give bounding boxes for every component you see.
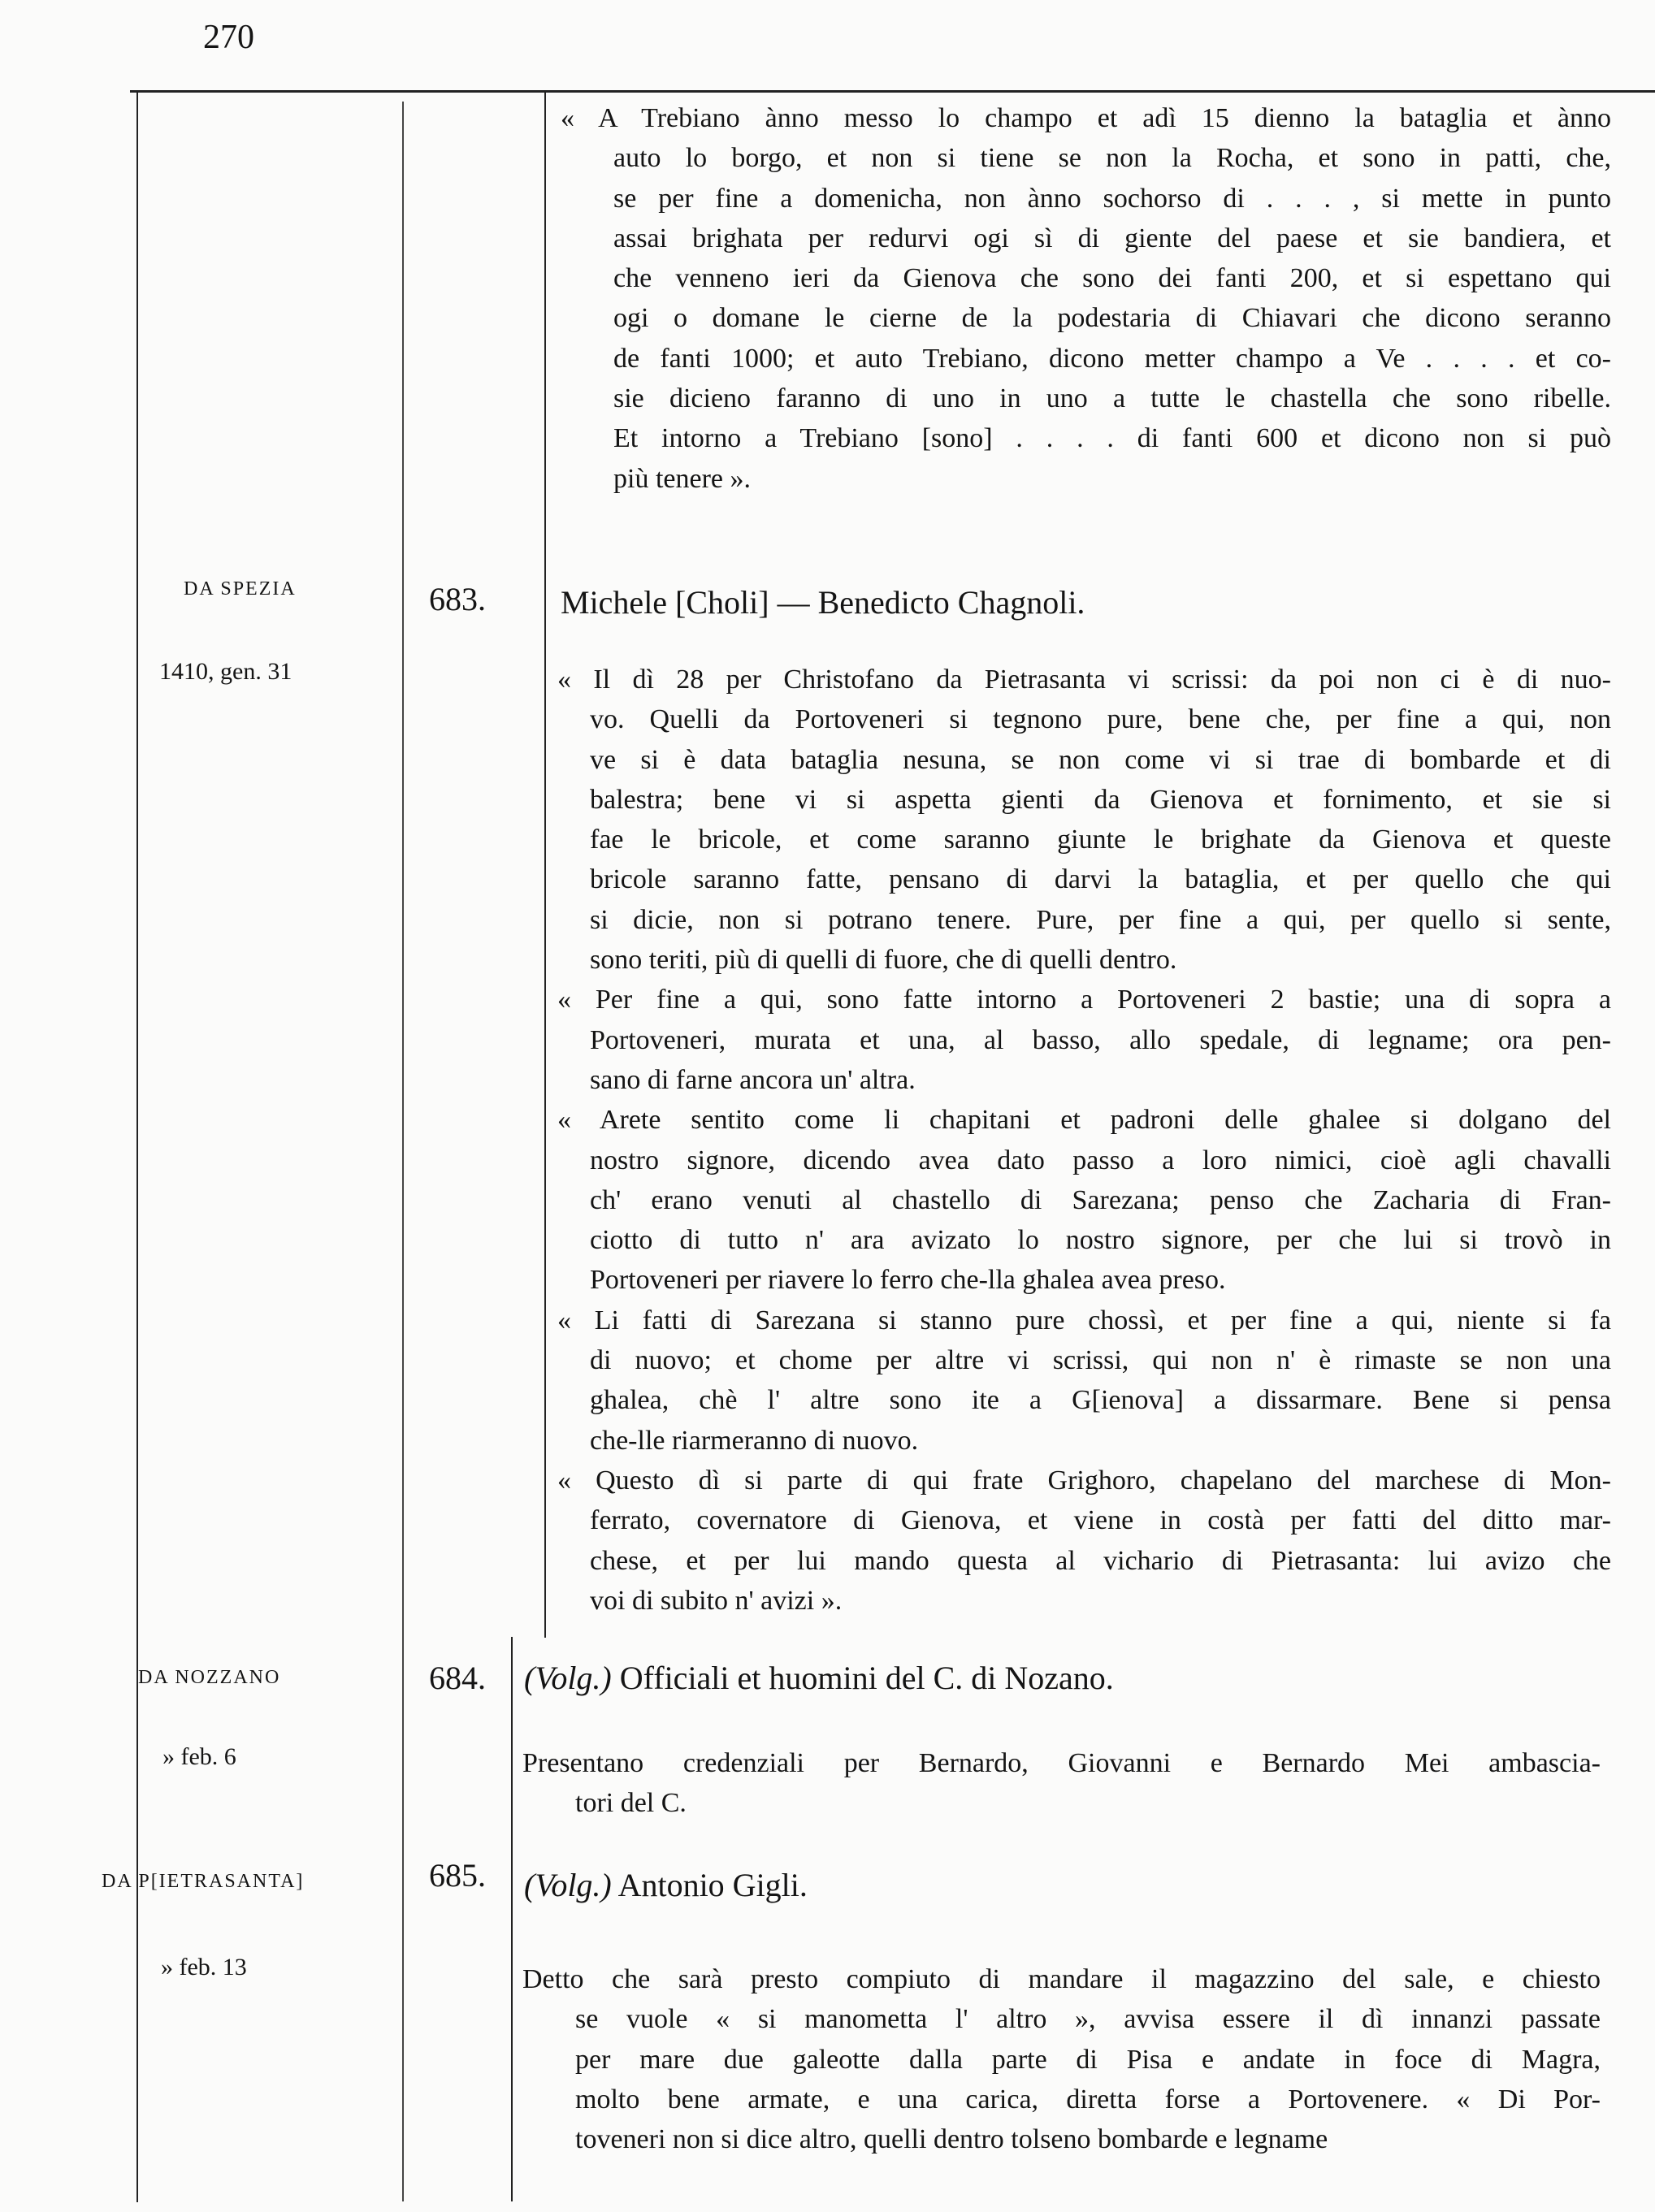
text-line: « Il dì 28 per Christofano da Pietrasanta vi scrissi: da poi non ci è di nuo- — [557, 664, 1611, 695]
text-line: se per fine a domenicha, non ànno sochorso di . . . , si mette in punto — [613, 183, 1611, 214]
text-line: più tenere ». — [613, 463, 751, 494]
text-line: Portoveneri, murata et una, al basso, allo spedale, di legname; ora pen- — [590, 1024, 1611, 1055]
entry-684-number: 684. — [429, 1660, 486, 1696]
text-line: Portoveneri per riavere lo ferro che-lla ghalea avea preso. — [590, 1265, 1226, 1296]
text-line: ve si è data bataglia nesuna, se non come vi si trae di bombarde et di — [590, 744, 1611, 775]
text-line: chese, et per lui mando questa al vichario di Pietrasanta: lui avizo che — [590, 1545, 1611, 1576]
text-line: sie dicieno faranno di uno in uno a tutte le chastella che sono ribelle. — [613, 383, 1611, 414]
entry-685-date: » feb. 13 — [161, 1954, 247, 1980]
entry-683-date: 1410, gen. 31 — [159, 658, 292, 685]
heading-prefix: (Volg.) — [524, 1867, 612, 1903]
text-line: nostro signore, dicendo avea dato passo a loro nimici, cioè agli chavalli — [590, 1145, 1611, 1175]
entry-685-number: 685. — [429, 1857, 486, 1894]
text-line: ciotto di tutto n' ara avizato lo nostro signore, per che lui si trovò in — [590, 1225, 1611, 1256]
text-line: assai brighata per redurvi ogi sì di giente del paese et sie bandiera, et — [613, 223, 1611, 253]
text-line: sano di farne ancora un' altra. — [590, 1064, 916, 1095]
entry-683-number: 683. — [429, 581, 486, 617]
heading-text: Officiali et huomini del C. di Nozano. — [619, 1660, 1114, 1696]
column-rule-right-lower — [511, 1637, 513, 2201]
text-line: ch' erano venuti al chastello di Sarezana; penso che Zacharia di Fran- — [590, 1184, 1611, 1215]
text-line: bricole saranno fatte, pensano di darvi la bataglia, et per quello che qui — [590, 864, 1611, 895]
text-line: Et intorno a Trebiano [sono] . . . . di fanti 600 et dicono non si può — [613, 423, 1611, 454]
column-rule-right — [544, 90, 546, 1638]
top-rule — [130, 90, 1655, 93]
continued-letter-text — [561, 98, 1611, 499]
text-line: « Li fatti di Sarezana si stanno pure chossì, et per fine a qui, niente si fa — [557, 1305, 1611, 1335]
column-rule-middle — [402, 102, 404, 2201]
entry-683-text — [557, 660, 1611, 1621]
text-line: vo. Quelli da Portoveneri si tegnono pure, bene che, per fine a qui, non — [590, 704, 1611, 735]
entry-684-heading — [524, 1659, 1114, 1697]
text-line: tori del C. — [575, 1788, 687, 1819]
text-line: sono teriti, più di quelli di fuore, che di quelli dentro. — [590, 945, 1177, 976]
text-line: toveneri non si dice altro, quelli dentro tolseno bombarde e legname — [575, 2124, 1328, 2155]
entry-683-origin: DA SPEZIA — [184, 578, 297, 600]
page-number: 270 — [203, 19, 254, 56]
text-line: Detto che sarà presto compiuto di mandare il magazzino del sale, e chiesto — [522, 1964, 1601, 1994]
text-line: « Questo dì si parte di qui frate Grighoro, chapelano del marchese di Mon- — [557, 1465, 1611, 1496]
text-line: Presentano credenziali per Bernardo, Giovanni e Bernardo Mei ambascia- — [522, 1748, 1601, 1778]
text-line: auto lo borgo, et non si tiene se non la Rocha, et sono in patti, che, — [613, 143, 1611, 174]
text-line: si dicie, non si potrano tenere. Pure, per fine a qui, per quello si sente, — [590, 904, 1611, 935]
text-line: molto bene armate, e una carica, diretta forse a Portovenere. « Di Por- — [575, 2084, 1601, 2115]
text-line: ogi o domane le cierne de la podestaria di Chiavari che dicono seranno — [613, 303, 1611, 334]
text-line: « A Trebiano ànno messo lo champo et adì 15 dienno la bataglia et ànno — [561, 103, 1611, 133]
text-line: « Per fine a qui, sono fatte intorno a Portoveneri 2 bastie; una di sopra a — [557, 985, 1611, 1015]
entry-685-heading — [524, 1866, 808, 1904]
text-line: ghalea, chè l' altre sono ite a G[ienova] a dissarmare. Bene si pensa — [590, 1385, 1611, 1416]
text-line: de fanti 1000; et auto Trebiano, dicono metter champo a Ve . . . . et co- — [613, 343, 1611, 374]
text-line: fae le bricole, et come saranno giunte le brighate da Gienova et queste — [590, 825, 1611, 855]
text-line: ferrato, covernatore di Gienova, et viene in costà per fatti del ditto mar- — [590, 1505, 1611, 1536]
text-line: balestra; bene vi si aspetta gienti da Gienova et fornimento, et sie si — [590, 784, 1611, 815]
text-line: che venneno ieri da Gienova che sono dei fanti 200, et si espettano qui — [613, 263, 1611, 294]
entry-684-date: » feb. 6 — [162, 1743, 236, 1770]
entry-684-origin: DA NOZZANO — [138, 1667, 281, 1688]
text-line: « Arete sentito come li chapitani et padroni delle ghalee si dolgano del — [557, 1105, 1611, 1136]
heading-text: Antonio Gigli. — [617, 1867, 808, 1903]
entry-684-text — [522, 1743, 1601, 1824]
entry-683-heading: Michele [Choli] — Benedicto Chagnoli. — [561, 584, 1085, 621]
text-line: che-lle riarmeranno di nuovo. — [590, 1425, 919, 1456]
entry-685-text — [522, 1959, 1601, 2159]
text-line: di nuovo; et chome per altre vi scrissi, qui non n' è rimaste se non una — [590, 1345, 1611, 1376]
entry-685-origin: DA P[IETRASANTA] — [102, 1871, 305, 1892]
text-line: se vuole « si manometta l' altro », avvisa essere il dì innanzi passate — [575, 2004, 1601, 2035]
heading-prefix: (Volg.) — [524, 1660, 612, 1696]
text-line: voi di subito n' avizi ». — [590, 1585, 843, 1616]
text-line: per mare due galeotte dalla parte di Pisa e andate in foce di Magra, — [575, 2044, 1601, 2075]
